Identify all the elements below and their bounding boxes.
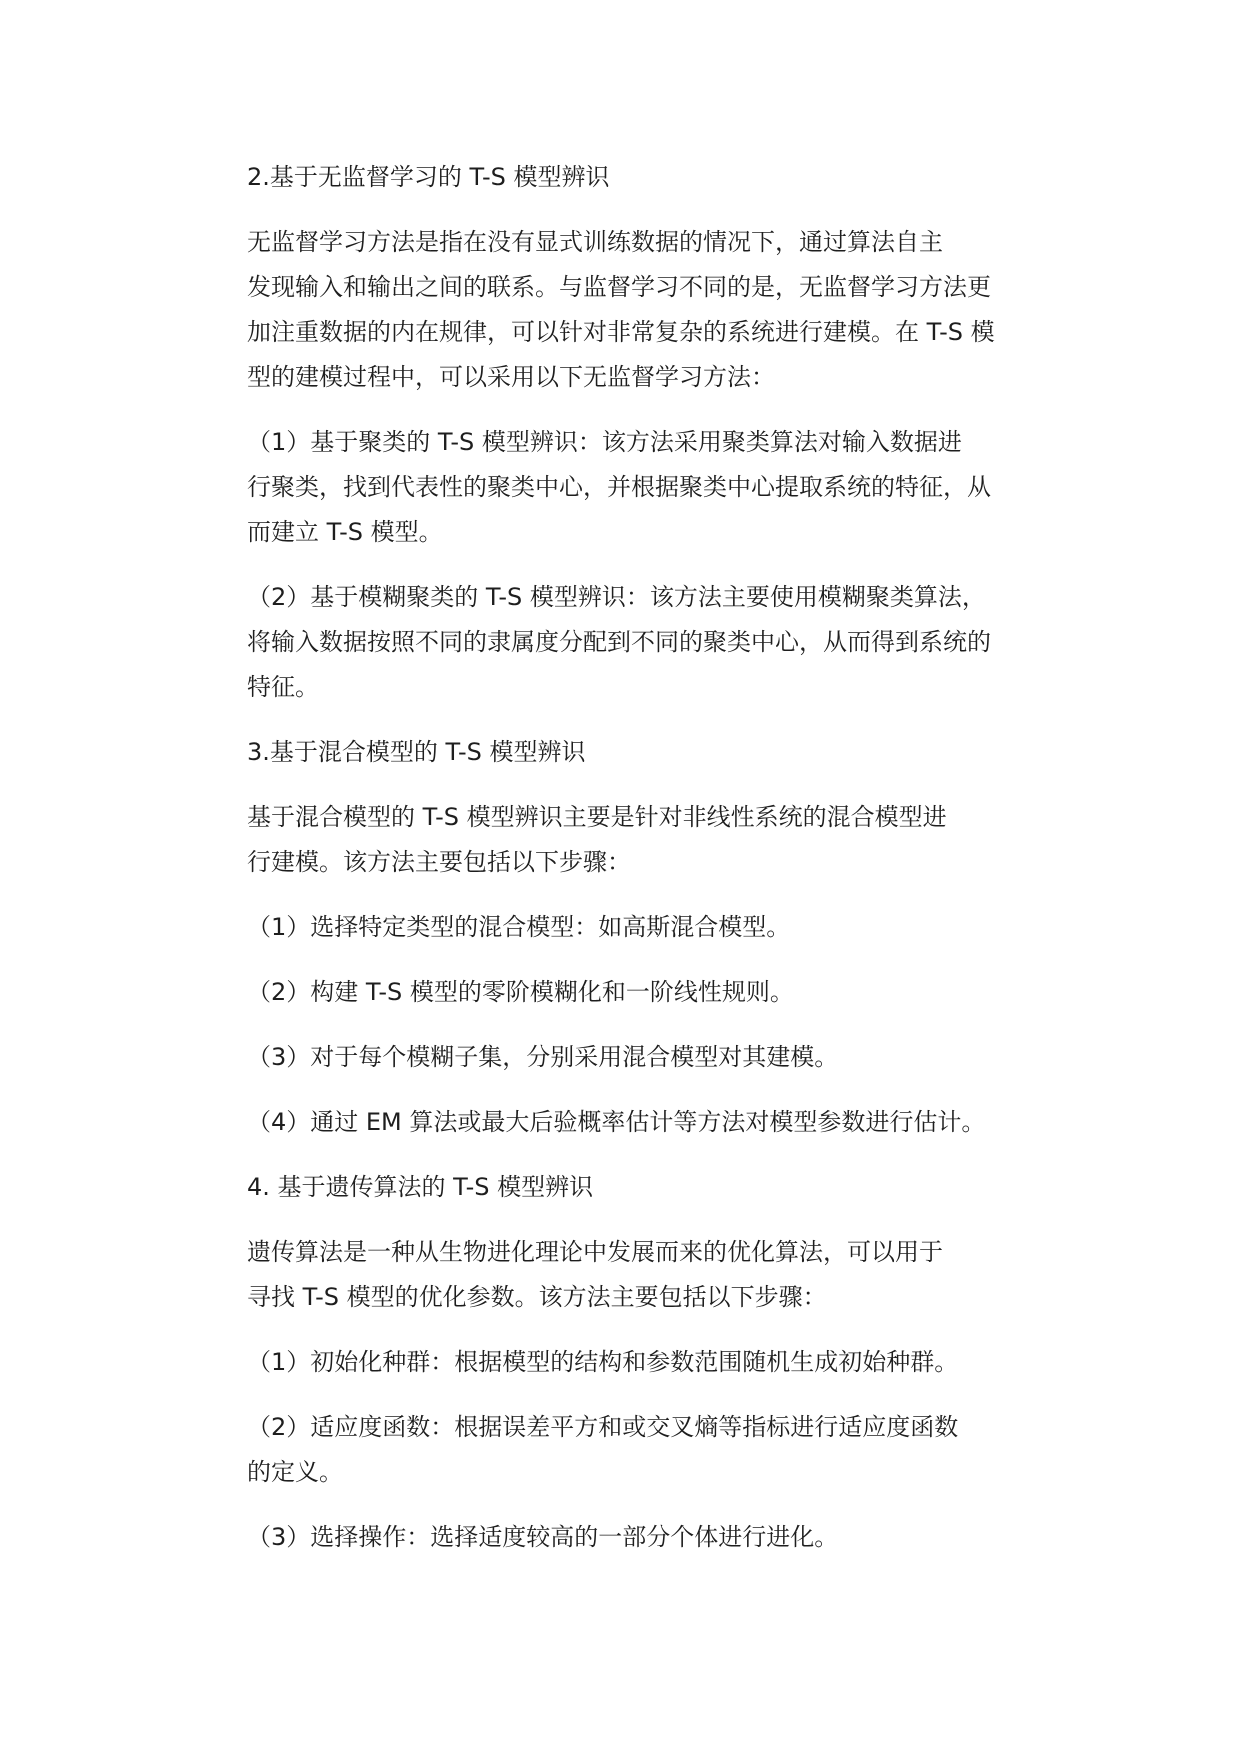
paragraph xyxy=(188,1100,1088,1145)
paragraph xyxy=(188,575,1088,710)
paragraph xyxy=(188,1230,1088,1320)
paragraph xyxy=(188,1515,1088,1560)
text-line: 2.基于无监督学习的 T-S 模型辨识 xyxy=(247,163,610,191)
paragraph xyxy=(188,1165,1088,1210)
text-line: 特征。 xyxy=(247,673,319,701)
paragraph xyxy=(188,1340,1088,1385)
text-line: 基于混合模型的 T-S 模型辨识主要是针对非线性系统的混合模型进 xyxy=(247,803,947,831)
text-line: （4）通过 EM 算法或最大后验概率估计等方法对模型参数进行估计。 xyxy=(247,1108,986,1136)
text-line: 寻找 T-S 模型的优化参数。该方法主要包括以下步骤： xyxy=(247,1283,827,1311)
text-line: 4. 基于遗传算法的 T-S 模型辨识 xyxy=(247,1173,594,1201)
paragraph xyxy=(188,905,1088,950)
text-line: （2）适应度函数：根据误差平方和或交叉熵等指标进行适应度函数 xyxy=(247,1413,959,1441)
text-line: 遗传算法是一种从生物进化理论中发展而来的优化算法，可以用于 xyxy=(247,1238,943,1266)
text-line: 型的建模过程中，可以采用以下无监督学习方法： xyxy=(247,363,775,391)
paragraph xyxy=(188,155,1088,200)
text-line: 3.基于混合模型的 T-S 模型辨识 xyxy=(247,738,586,766)
text-line: 行建模。该方法主要包括以下步骤： xyxy=(247,848,631,876)
text-line: 无监督学习方法是指在没有显式训练数据的情况下，通过算法自主 xyxy=(247,228,943,256)
document-body xyxy=(188,155,1088,1580)
text-line: 加注重数据的内在规律，可以针对非常复杂的系统进行建模。在 T-S 模 xyxy=(247,318,995,346)
text-line: （1）初始化种群：根据模型的结构和参数范围随机生成初始种群。 xyxy=(247,1348,959,1376)
text-line: （3）对于每个模糊子集，分别采用混合模型对其建模。 xyxy=(247,1043,839,1071)
text-line: （3）选择操作：选择适度较高的一部分个体进行进化。 xyxy=(247,1523,839,1551)
text-line: （1）选择特定类型的混合模型：如高斯混合模型。 xyxy=(247,913,791,941)
paragraph xyxy=(188,220,1088,400)
paragraph xyxy=(188,730,1088,775)
paragraph xyxy=(188,795,1088,885)
text-line: （2）构建 T-S 模型的零阶模糊化和一阶线性规则。 xyxy=(247,978,794,1006)
paragraph xyxy=(188,1035,1088,1080)
text-line: 而建立 T-S 模型。 xyxy=(247,518,443,546)
paragraph xyxy=(188,1405,1088,1495)
text-line: 的定义。 xyxy=(247,1458,343,1486)
paragraph xyxy=(188,420,1088,555)
text-line: （2）基于模糊聚类的 T-S 模型辨识：该方法主要使用模糊聚类算法， xyxy=(247,583,986,611)
text-line: 发现输入和输出之间的联系。与监督学习不同的是，无监督学习方法更 xyxy=(247,273,991,301)
paragraph xyxy=(188,970,1088,1015)
text-line: （1）基于聚类的 T-S 模型辨识：该方法采用聚类算法对输入数据进 xyxy=(247,428,962,456)
text-line: 行聚类，找到代表性的聚类中心，并根据聚类中心提取系统的特征，从 xyxy=(247,473,991,501)
text-line: 将输入数据按照不同的隶属度分配到不同的聚类中心，从而得到系统的 xyxy=(247,628,991,656)
